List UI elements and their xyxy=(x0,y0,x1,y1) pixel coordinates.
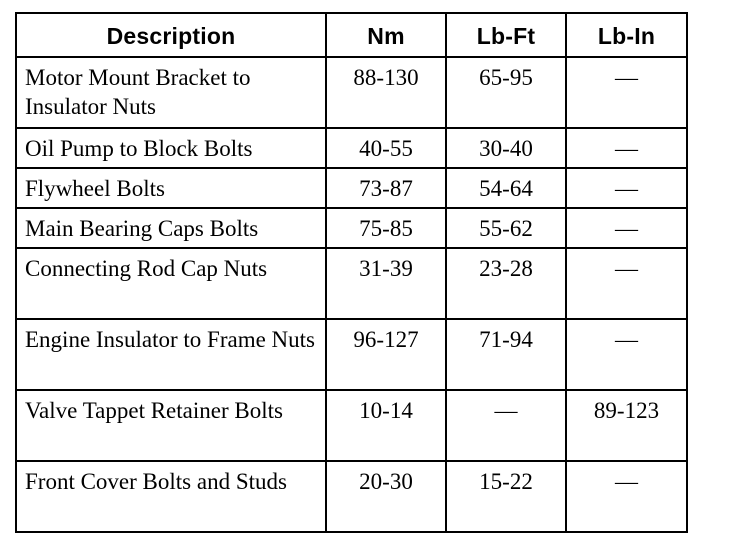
torque-spec-table xyxy=(15,12,688,533)
table-row xyxy=(16,248,687,319)
description-cell: Valve Tappet Retainer Bolts xyxy=(16,390,326,461)
header-description: Description xyxy=(16,13,326,57)
lb-in-cell: — xyxy=(566,319,687,390)
lb-ft-cell: 65-95 xyxy=(446,57,566,128)
header-lb-ft: Lb-Ft xyxy=(446,13,566,57)
table-row xyxy=(16,168,687,208)
description-cell: Motor Mount Bracket to Insulator Nuts xyxy=(16,57,326,128)
header-nm: Nm xyxy=(326,13,446,57)
lb-in-cell: — xyxy=(566,461,687,532)
table-row xyxy=(16,128,687,168)
table-row xyxy=(16,208,687,248)
description-cell: Front Cover Bolts and Studs xyxy=(16,461,326,532)
table-row xyxy=(16,57,687,128)
description-cell: Oil Pump to Block Bolts xyxy=(16,128,326,168)
lb-ft-cell: 55-62 xyxy=(446,208,566,248)
lb-ft-cell: 54-64 xyxy=(446,168,566,208)
lb-ft-cell: 30-40 xyxy=(446,128,566,168)
lb-in-cell: — xyxy=(566,248,687,319)
description-cell: Main Bearing Caps Bolts xyxy=(16,208,326,248)
nm-cell: 40-55 xyxy=(326,128,446,168)
description-cell: Connecting Rod Cap Nuts xyxy=(16,248,326,319)
table-header-row xyxy=(16,13,687,57)
lb-in-cell: 89-123 xyxy=(566,390,687,461)
nm-cell: 10-14 xyxy=(326,390,446,461)
nm-cell: 75-85 xyxy=(326,208,446,248)
nm-cell: 20-30 xyxy=(326,461,446,532)
table-row xyxy=(16,319,687,390)
nm-cell: 73-87 xyxy=(326,168,446,208)
description-cell: Engine Insulator to Frame Nuts xyxy=(16,319,326,390)
lb-ft-cell: 15-22 xyxy=(446,461,566,532)
nm-cell: 88-130 xyxy=(326,57,446,128)
lb-in-cell: — xyxy=(566,128,687,168)
description-cell: Flywheel Bolts xyxy=(16,168,326,208)
table-row xyxy=(16,390,687,461)
lb-ft-cell: 71-94 xyxy=(446,319,566,390)
nm-cell: 96-127 xyxy=(326,319,446,390)
lb-in-cell: — xyxy=(566,208,687,248)
lb-ft-cell: 23-28 xyxy=(446,248,566,319)
nm-cell: 31-39 xyxy=(326,248,446,319)
lb-in-cell: — xyxy=(566,168,687,208)
lb-ft-cell: — xyxy=(446,390,566,461)
table-row xyxy=(16,461,687,532)
header-lb-in: Lb-In xyxy=(566,13,687,57)
lb-in-cell: — xyxy=(566,57,687,128)
